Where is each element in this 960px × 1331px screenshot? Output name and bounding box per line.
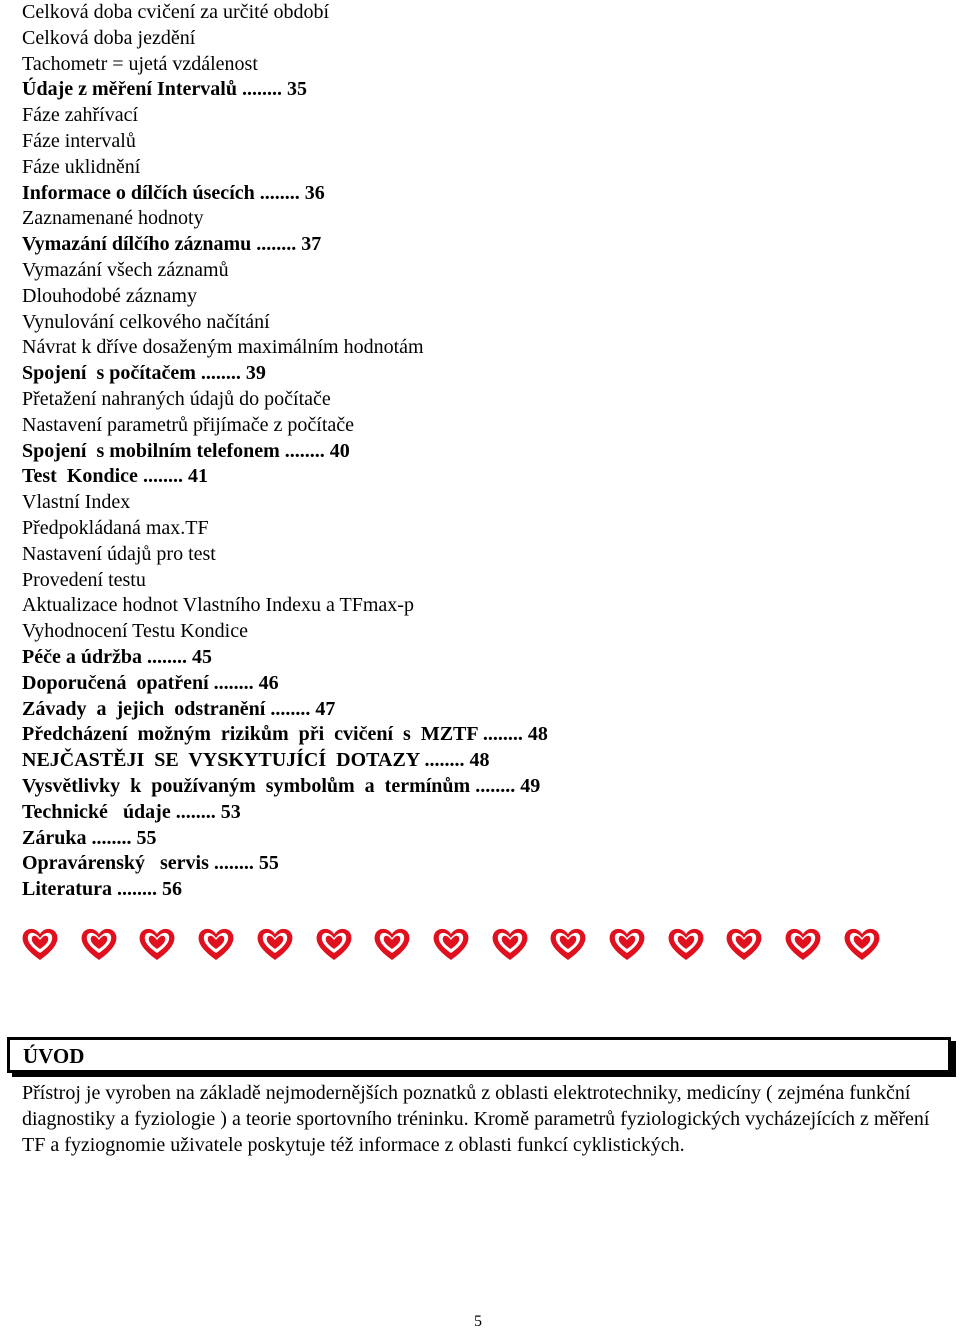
toc-entry: Nastavení údajů pro test [22,542,216,565]
section-title: ÚVOD [23,1044,85,1068]
heart-icon [255,925,295,963]
heart-icon [666,925,706,963]
toc-entry: Fáze intervalů [22,129,136,152]
heart-icon [79,925,119,963]
toc-entry: Záruka ........ 55 [22,826,157,849]
toc-entry: Technické údaje ........ 53 [22,800,241,823]
table-of-contents [22,0,922,903]
toc-entry: Literatura ........ 56 [22,878,182,901]
toc-entry: Zaznamenané hodnoty [22,207,204,230]
heart-icon [607,925,647,963]
toc-entry: Provedení testu [22,568,146,591]
toc-entry: Vymazání dílčího záznamu ........ 37 [22,233,322,256]
toc-entry: Celková doba cvičení za určité období [22,1,330,23]
toc-entry: Vlastní Index [22,491,131,514]
toc-entry: Aktualizace hodnot Vlastního Indexu a TFmax-p [22,594,414,617]
toc-entry: Doporučená opatření ........ 46 [22,671,279,694]
page-number: 5 [474,1313,482,1330]
section-heading-box [7,1037,951,1073]
toc-entry: Fáze uklidnění [22,155,141,178]
heart-icon [196,925,236,963]
toc-entry: Tachometr = ujetá vzdálenost [22,52,258,75]
heart-icon [137,925,177,963]
toc-entry: Závady a jejich odstranění ........ 47 [22,697,336,720]
toc-entry: Spojení s počítačem ........ 39 [22,362,266,385]
toc-entry: Vymazání všech záznamů [22,258,229,281]
toc-entry: Vyhodnocení Testu Kondice [22,620,248,643]
toc-entry: Údaje z měření Intervalů ........ 35 [22,78,307,101]
toc-entry: Spojení s mobilním telefonem ........ 40 [22,439,350,462]
heart-icon [372,925,412,963]
toc-entry: Fáze zahřívací [22,104,139,127]
heart-icon [548,925,588,963]
toc-entry: NEJČASTĚJI SE VYSKYTUJÍCÍ DOTAZY ........ 48 [22,749,490,772]
toc-entry: Předpokládaná max.TF [22,516,209,539]
heart-icon [314,925,354,963]
heart-icon [20,925,60,963]
toc-entry: Celková doba jezdění [22,26,196,49]
toc-entry: Vynulování celkového načítání [22,310,270,333]
toc-entry: Test Kondice ........ 41 [22,465,208,488]
toc-entry: Informace o dílčích úsecích ........ 36 [22,181,325,204]
toc-entry: Opravárenský servis ........ 55 [22,852,279,875]
heart-icon [724,925,764,963]
intro-paragraph: Přístroj je vyroben na základě nejmodernějších poznatků z oblasti elektrotechniky, medicíny ( zejména funkční diagnostiky a fyziologie ) a teorie sportovního tréninku. Kromě parametrů fyziologických vycházejících z měření TF a fyziognomie uživatele poskytuje též informace z oblasti funkcí cyklistických. [22,1082,930,1156]
heart-icon [490,925,530,963]
toc-entry: Vysvětlivky k používaným symbolům a termínům ........ 49 [22,774,541,797]
heart-icon [431,925,471,963]
toc-entry: Předcházení možným rizikům při cvičení s MZTF ........ 48 [22,723,548,746]
toc-entry: Návrat k dříve dosaženým maximálním hodnotám [22,336,424,359]
toc-entry: Přetažení nahraných údajů do počítače [22,387,331,410]
toc-entry: Dlouhodobé záznamy [22,284,197,307]
toc-entry: Nastavení parametrů přijímače z počítače [22,413,355,436]
heart-icon [783,925,823,963]
toc-entry: Péče a údržba ........ 45 [22,645,212,668]
heart-divider [20,925,900,969]
heart-icon [842,925,882,963]
